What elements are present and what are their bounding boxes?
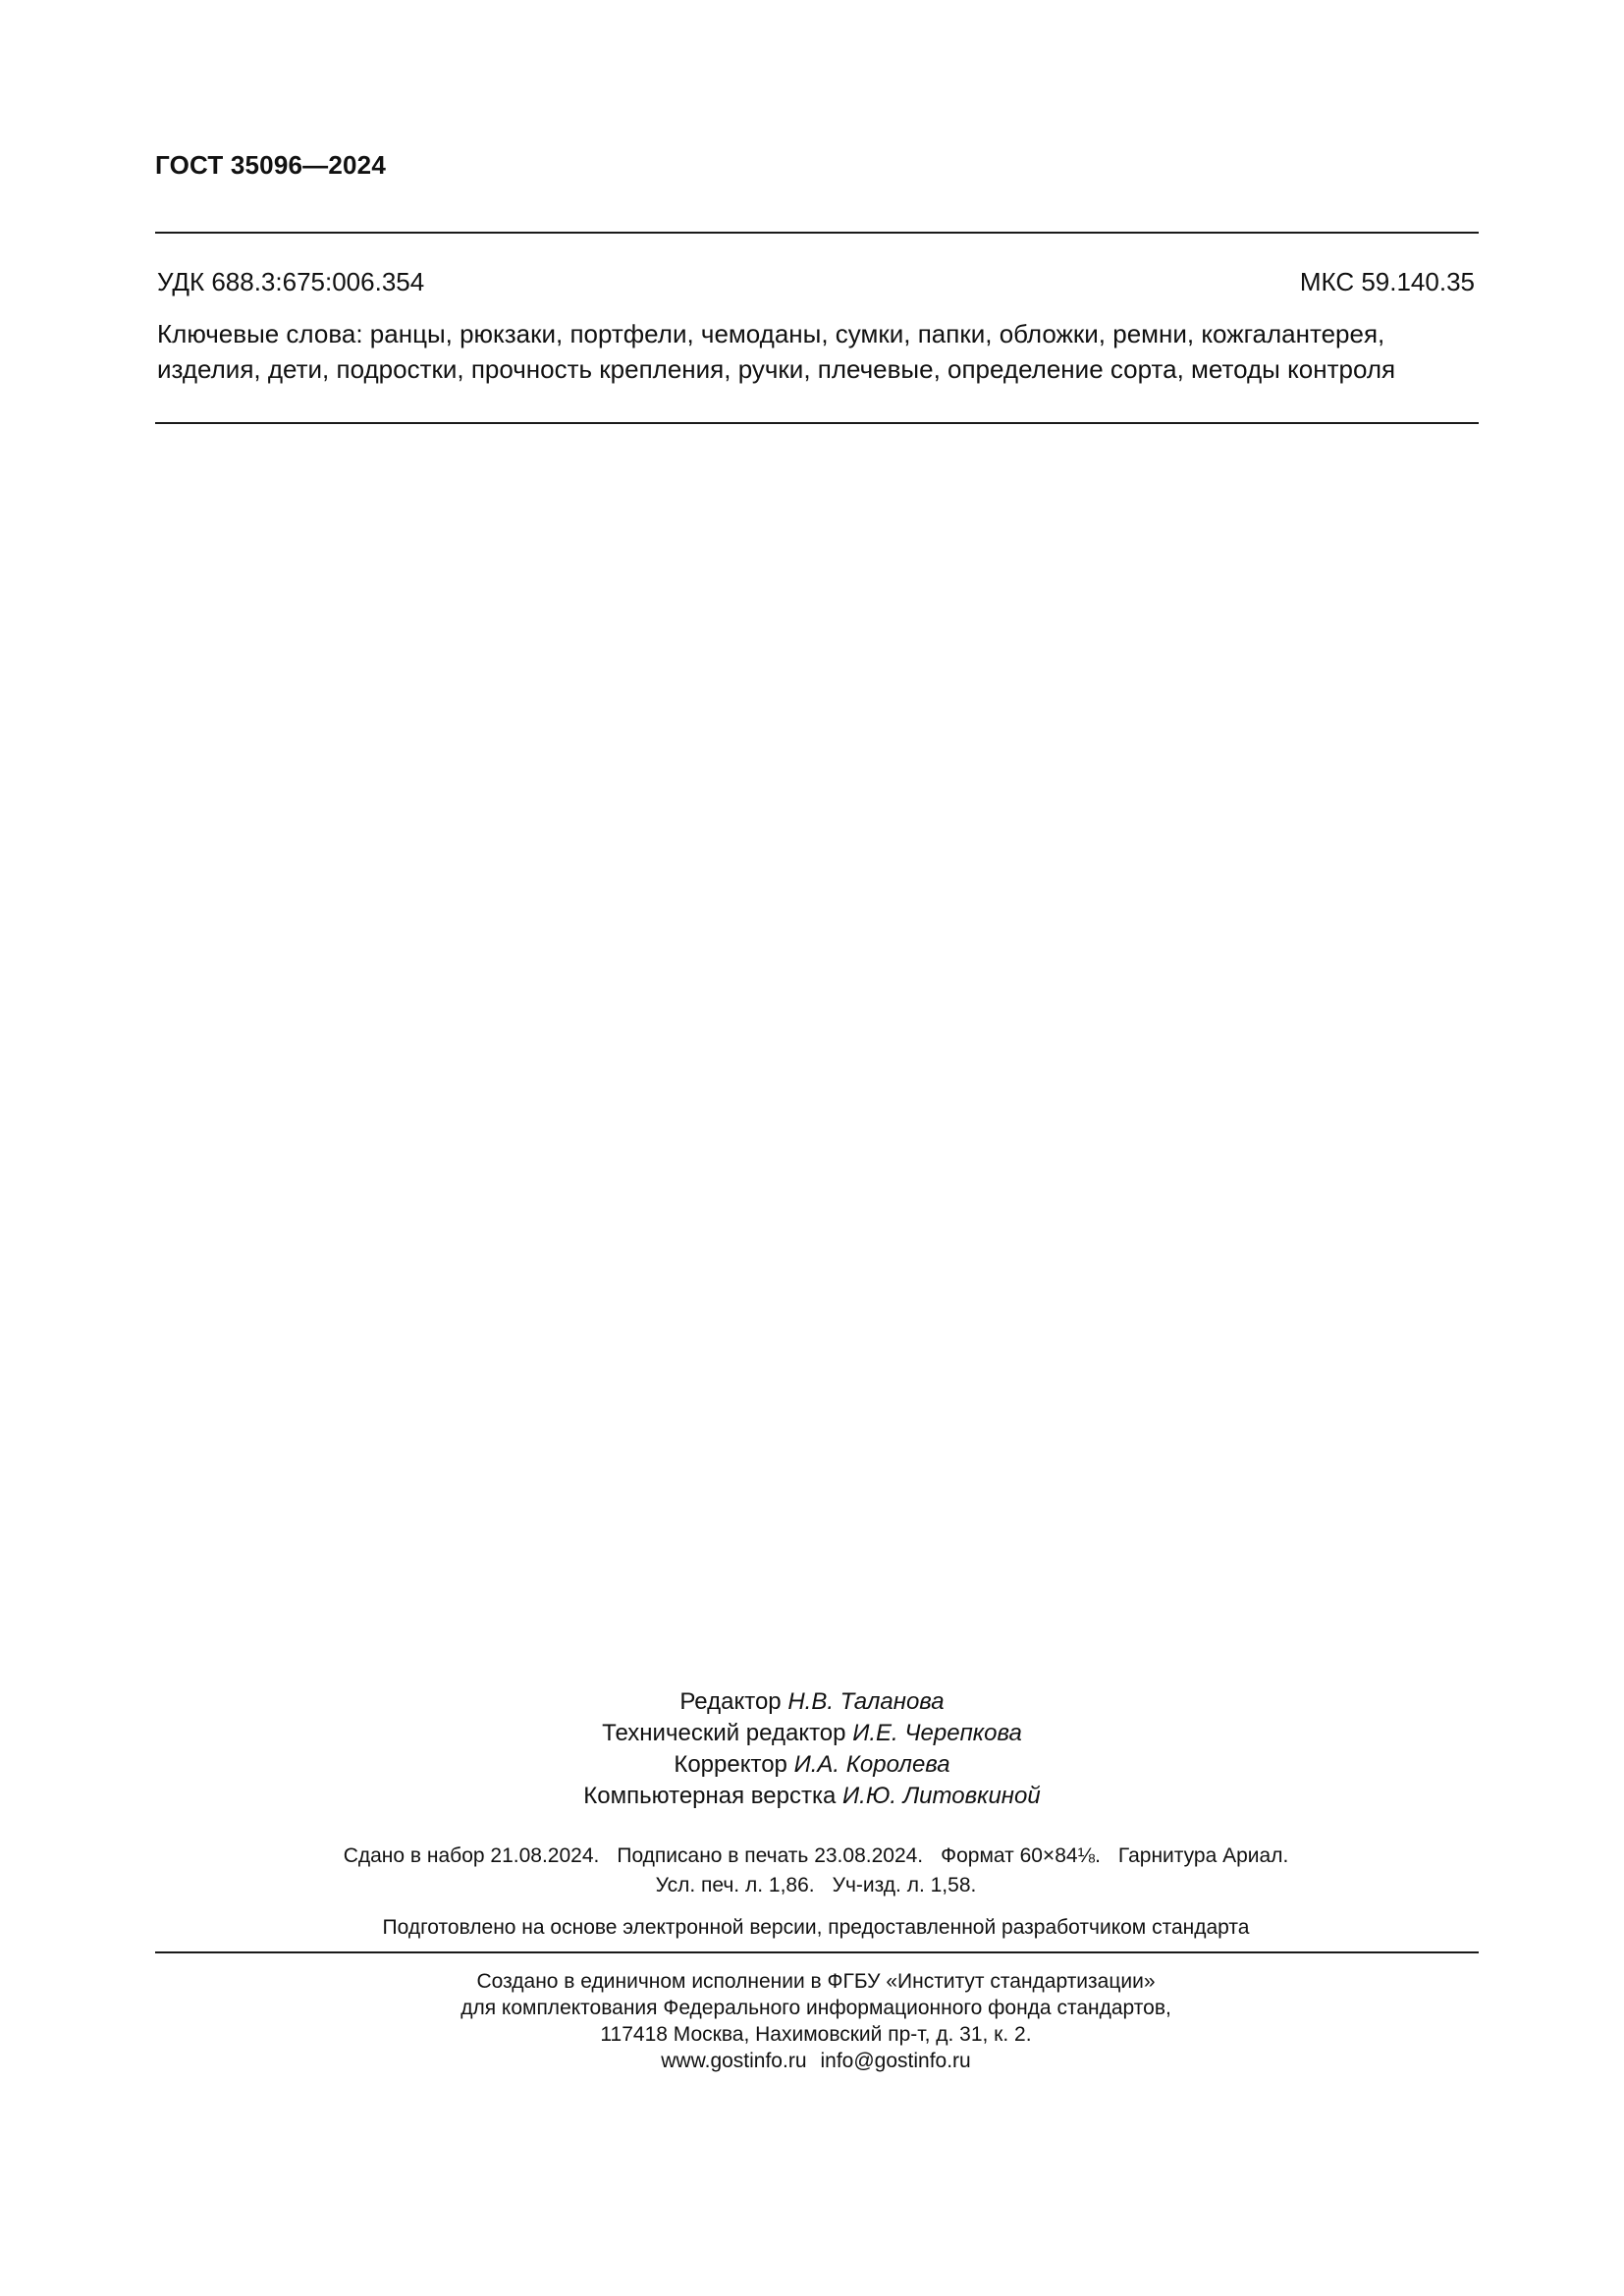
submitted-date: Сдано в набор 21.08.2024.: [343, 1844, 600, 1867]
tech-editor-role: Технический редактор: [602, 1720, 846, 1746]
signed-date: Подписано в печать 23.08.2024.: [617, 1844, 924, 1867]
print-info-block: [0, 1842, 1624, 1900]
layout-name: И.Ю. Литовкиной: [842, 1783, 1041, 1809]
email-link[interactable]: info@gostinfo.ru: [820, 2050, 971, 2072]
publisher-block: [0, 1968, 1624, 2074]
classification-row: [157, 267, 1475, 297]
divider-top: [155, 232, 1479, 234]
publisher-contacts: [0, 2048, 1624, 2074]
corrector-name: И.А. Королева: [793, 1751, 950, 1778]
corrector-role: Корректор: [674, 1751, 787, 1778]
udc-code: УДК 688.3:675:006.354: [157, 267, 425, 296]
paper-format: Формат 60×84⅛.: [941, 1844, 1101, 1867]
publishing-sheets: Уч-изд. л. 1,58.: [832, 1874, 977, 1896]
print-info-line-1: [0, 1842, 1624, 1871]
ics-code: МКС 59.140.35: [1299, 267, 1475, 296]
credit-tech-editor: [0, 1718, 1624, 1749]
divider-bottom: [155, 1951, 1479, 1953]
page-header-standard-code: ГОСТ 35096—2024: [155, 150, 386, 180]
website-link[interactable]: www.gostinfo.ru: [661, 2050, 807, 2072]
prepared-note: Подготовлено на основе электронной версии, предоставленной разработчиком стандарта: [382, 1916, 1250, 1939]
keywords-line-2: изделия, дети, подростки, прочность крепления, ручки, плечевые, определение сорта, методы контроля: [157, 354, 1396, 384]
editor-name: Н.В. Таланова: [787, 1688, 945, 1715]
credit-layout: [0, 1781, 1624, 1812]
credits-block: [0, 1686, 1624, 1812]
print-info-line-2: [0, 1871, 1624, 1900]
typeface: Гарнитура Ариал.: [1117, 1844, 1289, 1867]
publisher-address: 117418 Москва, Нахимовский пр-т, д. 31, к. 2.: [600, 2023, 1032, 2046]
publisher-line-1: Создано в единичном исполнении в ФГБУ «Институт стандартизации»: [476, 1970, 1156, 1993]
tech-editor-name: И.Е. Черепкова: [852, 1720, 1022, 1746]
keywords-line-1: Ключевые слова: ранцы, рюкзаки, портфели, чемоданы, сумки, папки, обложки, ремни, кожгалантерея,: [157, 319, 1385, 348]
keywords-block: [157, 316, 1483, 387]
editor-role: Редактор: [679, 1688, 782, 1715]
printed-sheets: Усл. печ. л. 1,86.: [655, 1874, 815, 1896]
credit-corrector: [0, 1749, 1624, 1781]
divider-middle: [155, 422, 1479, 424]
layout-role: Компьютерная верстка: [583, 1783, 837, 1809]
credit-editor: [0, 1686, 1624, 1718]
publisher-line-2: для комплектования Федерального информационного фонда стандартов,: [460, 1997, 1171, 2019]
